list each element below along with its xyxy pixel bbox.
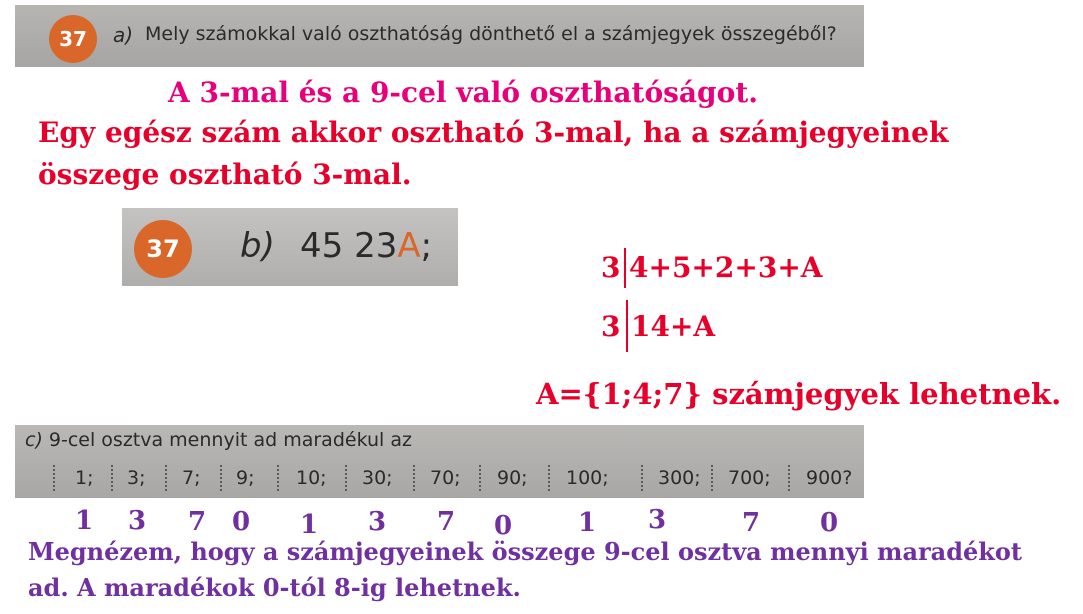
remainder: 0 — [820, 508, 839, 538]
value-item: 3; — [127, 467, 146, 489]
value-item: 70; — [430, 467, 461, 489]
separator — [220, 465, 222, 491]
value-item: 90; — [497, 467, 528, 489]
exercise-c-strip — [15, 425, 864, 498]
divisor-row2: 3 — [601, 310, 621, 343]
value-item: 100; — [566, 467, 609, 489]
divisor-row1: 3 — [601, 251, 621, 284]
value-item: 9; — [236, 467, 255, 489]
exercise-c-label: c) — [25, 429, 43, 451]
divides-bar — [624, 248, 626, 288]
separator — [345, 465, 347, 491]
separator — [788, 465, 790, 491]
divides-bar — [626, 300, 628, 352]
value-item: 700; — [728, 467, 771, 489]
exercise-a-label: a) — [113, 23, 134, 47]
exercise-a-strip — [15, 5, 864, 67]
remainder: 0 — [494, 511, 513, 541]
separator — [53, 465, 55, 491]
value-item: 1; — [75, 467, 94, 489]
exercise-a-question: Mely számokkal való oszthatóság dönthető el a számjegyek összegéből? — [145, 23, 837, 45]
remainder: 3 — [368, 507, 387, 537]
explanation-line1: Megnézem, hogy a számjegyeinek összege 9-cel osztva mennyi maradékot — [28, 537, 1022, 566]
expression-row2: 14+A — [631, 310, 716, 343]
separator — [548, 465, 550, 491]
value-item: 300; — [658, 467, 701, 489]
separator — [111, 465, 113, 491]
remainder: 3 — [648, 505, 667, 535]
remainder: 1 — [578, 508, 597, 538]
explanation-line2: ad. A maradékok 0-tól 8-ig lehetnek. — [28, 573, 521, 602]
remainder: 1 — [300, 510, 319, 540]
answer-a-line1: A 3-mal és a 9-cel való oszthatóságot. — [168, 76, 758, 109]
remainder: 7 — [437, 507, 456, 537]
exercise-b-label: b) — [240, 226, 275, 266]
remainder: 7 — [188, 507, 207, 537]
exercise-number-badge: 37 — [49, 15, 97, 63]
number-digits: 45 23 — [300, 226, 398, 266]
number-tail: ; — [420, 226, 433, 266]
exercise-number-badge: 37 — [134, 220, 192, 278]
value-item: 900? — [806, 467, 853, 489]
answer-a-line2: Egy egész szám akkor osztható 3-mal, ha a számjegyeinek — [38, 116, 949, 149]
value-item: 30; — [362, 467, 393, 489]
separator — [479, 465, 481, 491]
remainder: 0 — [232, 507, 251, 537]
unknown-digit: A — [397, 226, 421, 266]
separator — [277, 465, 279, 491]
remainder: 7 — [742, 508, 761, 538]
value-item: 10; — [296, 467, 327, 489]
exercise-c-text: 9-cel osztva mennyit ad maradékul az — [48, 429, 412, 451]
answer-a-line3: összege osztható 3-mal. — [38, 158, 412, 191]
remainder: 1 — [75, 506, 94, 536]
exercise-b-number — [300, 226, 432, 266]
separator — [641, 465, 643, 491]
exercise-c-question — [25, 429, 412, 451]
separator — [711, 465, 713, 491]
separator — [165, 465, 167, 491]
separator — [413, 465, 415, 491]
conclusion-b: A={1;4;7} számjegyek lehetnek. — [536, 377, 1062, 411]
remainder: 3 — [128, 506, 147, 536]
exercise-b-strip — [122, 208, 458, 286]
value-item: 7; — [182, 467, 201, 489]
expression-row1: 4+5+2+3+A — [629, 251, 823, 284]
